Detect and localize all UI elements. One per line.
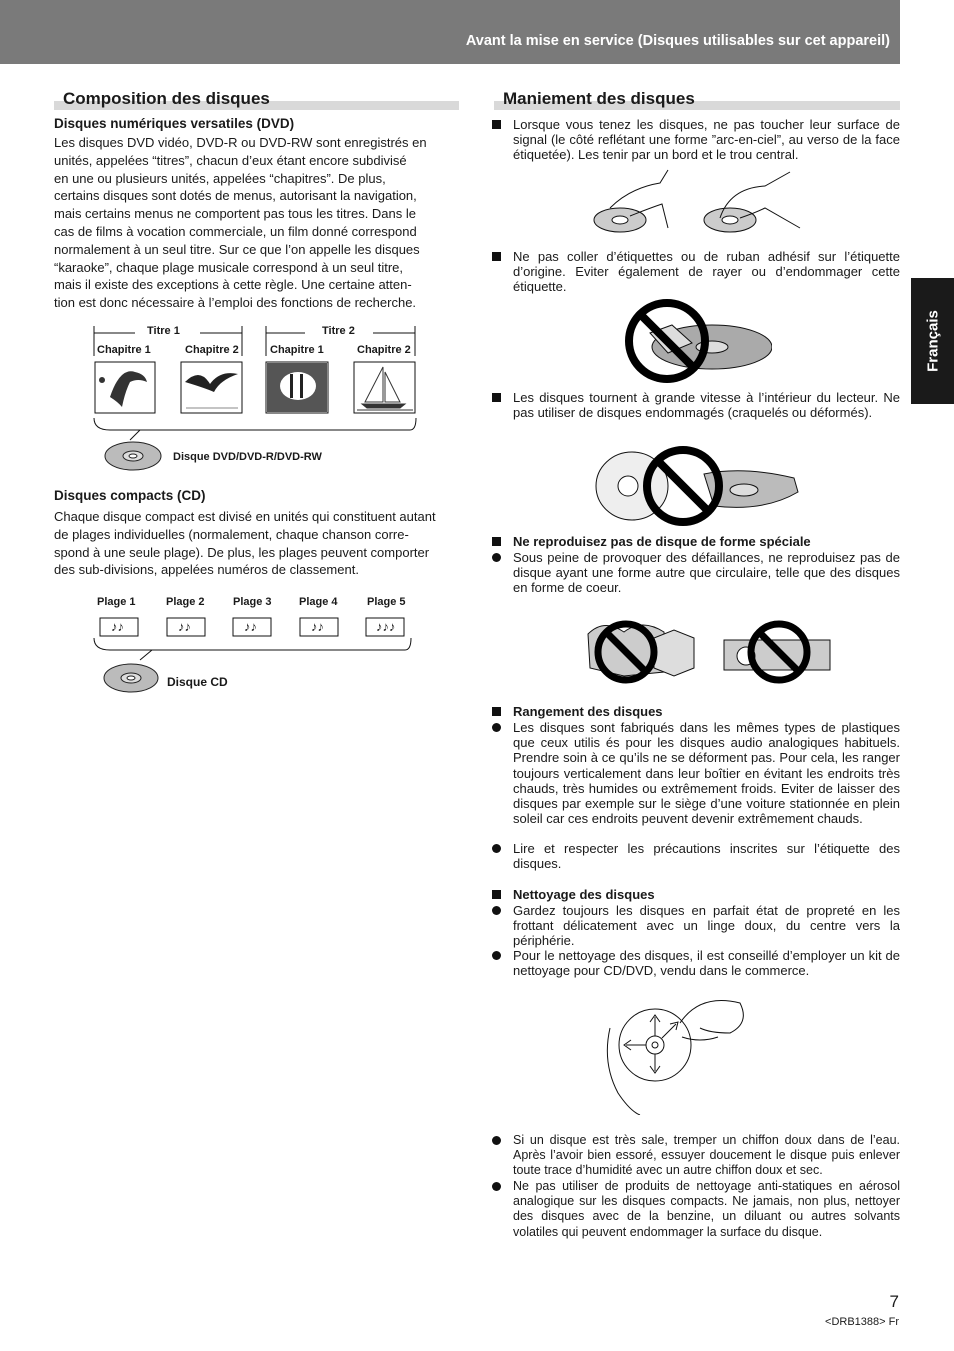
square-bullet-icon	[492, 537, 501, 546]
music-note-icon: ♪♪	[311, 619, 324, 634]
track-label: Plage 5	[367, 596, 406, 608]
square-bullet-icon	[492, 393, 501, 402]
fish-picture	[267, 363, 327, 412]
dvd-paragraph	[54, 134, 459, 312]
music-note-icon: ♪♪	[244, 619, 257, 634]
no-label-illustration	[622, 297, 772, 385]
disc-holding-illustration	[590, 168, 810, 240]
section-title-handling: Maniement des disques	[503, 89, 695, 108]
dvd-disc-label: Disque DVD/DVD-R/DVD-RW	[173, 451, 322, 463]
paragraph-line: cas de films à vocation commerciale, un film donné correspond	[54, 223, 417, 239]
square-bullet-icon	[492, 890, 501, 899]
storage-bullet: Les disques sont fabriqués dans les mêmes types de plastiques que ceux utilis és pour les disques audio analogiques habituels. Prendre soin à ce qu’ils ne se déforment pas. Pour cela, les ranger toujours verticalement dans leur boîtier en évitant les endroits très chauds, très humides ou extrêmement froids. Eviter de laisser des disques par exemple sur le siège d’une voiture stationnée en plein soleil car ces endroits peuvent devenir extrêmement chauds.	[513, 720, 900, 826]
handling-bullet: Ne pas coller d’étiquettes ou de ruban adhésif sur l’étiquette d’origine. Eviter également de rayer ou d’endommager cette étiquette.	[513, 249, 900, 295]
cleaning-heading-row: Nettoyage des disques	[513, 887, 900, 902]
paragraph-line: Chaque disque compact est divisé en unités qui constituent autant	[54, 509, 436, 524]
chapter-label: Chapitre 1	[270, 344, 324, 356]
cleaning-bullet: Si un disque est très sale, tremper un chiffon doux dans de l’eau. Après l’avoir bien essoré, essuyer doucement le disque puis enlever toute trace d’humidité avec un autre chiffon doux et sec.	[513, 1133, 900, 1179]
paragraph-line: mais certains menus ne comportent pas tous les titres. Dans le	[54, 206, 416, 222]
special-shape-bullet: Sous peine de provoquer des défaillances, ne reproduisez pas de disque ayant une forme autre que circulaire, telle que des disques en forme de coeur.	[513, 550, 900, 596]
round-bullet-icon	[492, 906, 501, 915]
chapter-label: Chapitre 1	[97, 344, 151, 356]
paragraph-line: spond à une seule plage). De plus, les plages peuvent comporter	[54, 544, 430, 560]
paragraph-line: de plages individuelles (normalement, chaque chanson corre-	[54, 526, 409, 542]
track-label: Plage 3	[233, 596, 272, 608]
music-note-icon: ♪♪	[111, 619, 124, 634]
cd-disc-icon	[104, 664, 158, 692]
round-bullet-icon	[492, 951, 501, 960]
storage-heading-row: Rangement des disques	[513, 704, 900, 719]
language-tab	[911, 278, 954, 404]
handling-bullet: Les disques tournent à grande vitesse à l’intérieur du lecteur. Ne pas utiliser de disques endommagés (craquelés ou déformés).	[513, 390, 900, 420]
language-tab-label: Français	[924, 310, 941, 372]
damaged-disc-illustration	[594, 446, 800, 528]
round-bullet-icon	[492, 844, 501, 853]
paragraph-line: tion est donc nécessaire à l’emploi des fonctions de recherche.	[54, 295, 417, 311]
paragraph-line: mais il existe des exceptions à cette règle. Une certaine atten-	[54, 277, 412, 293]
section-title-composition: Composition des disques	[63, 89, 270, 108]
disc-cleaning-illustration	[600, 993, 752, 1115]
track-label: Plage 2	[166, 596, 205, 608]
page-number: 7	[889, 1292, 899, 1311]
bird-picture	[185, 373, 238, 408]
cd-heading: Disques compacts (CD)	[54, 488, 206, 503]
track-label: Plage 1	[97, 596, 136, 608]
handling-bullet: Lorsque vous tenez les disques, ne pas toucher leur surface de signal (le côté reflétant une forme ”arc-en-ciel”, au verso de la face étiquetée). Les tenir par un bord et le trou central.	[513, 117, 900, 163]
document-code: <DRB1388> Fr	[825, 1316, 899, 1328]
cleaning-bullet: Ne pas utiliser de produits de nettoyage anti-statiques en aérosol analogique sur les disques compacts. Ne jamais, non plus, nettoyer des disques avec de la benzine, un diluant ou autres solvants volatiles qui peuvent endommager la surface du disque.	[513, 1179, 900, 1240]
storage-bullet: Lire et respecter les précautions inscrites sur l’étiquette des disques.	[513, 841, 900, 871]
paragraph-line: des sub-divisions, appelées numéros de classement.	[54, 562, 359, 578]
round-bullet-icon	[492, 1182, 501, 1191]
dvd-disc-icon	[105, 442, 161, 470]
cd-paragraph	[54, 508, 459, 579]
chapter-label: Chapitre 2	[357, 344, 411, 356]
paragraph-line: en une ou plusieurs unités, appelées “chapitres”. De plus,	[54, 170, 386, 186]
paragraph-line: normalement à un seul titre. Sur ce que l’on appelle les disques	[54, 241, 420, 257]
chapter-label: Chapitre 2	[185, 344, 239, 356]
paragraph-line: “karaoke”, chaque plage musicale correspond à un seul titre,	[54, 259, 404, 275]
dolphin-picture	[99, 371, 147, 407]
title-2-label: Titre 2	[322, 325, 355, 337]
paragraph-line: unités, appelées “titres”, chacun d’eux étant encore subdivisé	[54, 152, 407, 168]
cd-disc-label: Disque CD	[167, 675, 228, 689]
special-shape-disc-illustration	[584, 618, 834, 686]
paragraph-line: Les disques DVD vidéo, DVD-R ou DVD-RW sont enregistrés en	[54, 135, 427, 150]
cleaning-bullet: Gardez toujours les disques en parfait état de propreté en les frottant délicatement avec un linge doux, du centre vers la périphérie.	[513, 903, 900, 949]
track-label: Plage 4	[299, 596, 338, 608]
cleaning-bullet: Pour le nettoyage des disques, il est conseillé d’employer un kit de nettoyage pour CD/DVD, vendu dans le commerce.	[513, 948, 900, 978]
paragraph-line: certains disques sont dotés de menus, autorisant la navigation,	[54, 188, 417, 204]
title-1-label: Titre 1	[147, 325, 180, 337]
sailboat-picture	[357, 367, 413, 410]
music-note-icon: ♪♪	[178, 619, 191, 634]
square-bullet-icon	[492, 120, 501, 129]
dvd-heading: Disques numériques versatiles (DVD)	[54, 116, 295, 131]
round-bullet-icon	[492, 553, 501, 562]
music-note-icon: ♪♪♪	[376, 619, 396, 634]
round-bullet-icon	[492, 1136, 501, 1145]
square-bullet-icon	[492, 707, 501, 716]
special-shape-heading-row: Ne reproduisez pas de disque de forme spéciale	[513, 534, 900, 549]
square-bullet-icon	[492, 252, 501, 261]
round-bullet-icon	[492, 723, 501, 732]
header-title: Avant la mise en service (Disques utilisables sur cet appareil)	[465, 33, 890, 49]
header-bar	[0, 0, 900, 64]
